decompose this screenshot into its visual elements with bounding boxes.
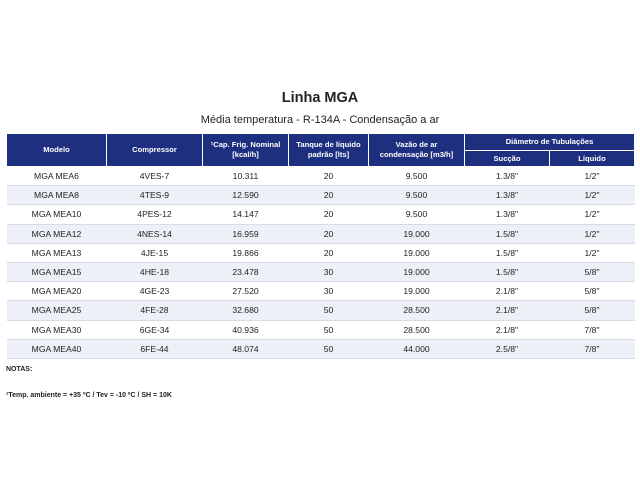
cell-compressor: 4TES-9	[107, 186, 203, 205]
cell-liquido: 5/8"	[550, 282, 635, 301]
cell-succao: 2.1/8"	[465, 282, 550, 301]
table-row	[7, 186, 635, 205]
cell-modelo: MGA MEA13	[7, 243, 107, 262]
cell-succao: 1.3/8"	[465, 167, 550, 186]
cell-tanque: 20	[289, 224, 369, 243]
cell-modelo: MGA MEA15	[7, 262, 107, 281]
cell-liquido: 1/2"	[550, 224, 635, 243]
notes-label: NOTAS:	[6, 366, 33, 373]
cell-liquido: 7/8"	[550, 339, 635, 358]
header-succao: Sucção	[465, 151, 550, 167]
cell-compressor: 6GE-34	[107, 320, 203, 339]
cell-liquido: 1/2"	[550, 167, 635, 186]
cell-compressor: 4VES-7	[107, 167, 203, 186]
cell-tanque: 50	[289, 320, 369, 339]
cell-vazao: 28.500	[369, 301, 465, 320]
page-title: Linha MGA	[281, 90, 359, 106]
cell-modelo: MGA MEA40	[7, 339, 107, 358]
cell-liquido: 1/2"	[550, 186, 635, 205]
page-subtitle: Média temperatura - R-134A - Condensação a ar	[200, 114, 440, 126]
cell-capacidade: 19.866	[203, 243, 289, 262]
header-liquido: Líquido	[550, 151, 635, 167]
cell-compressor: 4FE-28	[107, 301, 203, 320]
header-tanque: Tanque de líquido padrão [lts]	[289, 134, 369, 167]
cell-capacidade: 23.478	[203, 262, 289, 281]
cell-modelo: MGA MEA6	[7, 167, 107, 186]
table-row	[7, 282, 635, 301]
table-row	[7, 301, 635, 320]
specs-table	[6, 133, 635, 359]
cell-vazao: 19.000	[369, 224, 465, 243]
cell-capacidade: 32.680	[203, 301, 289, 320]
table-row	[7, 167, 635, 186]
footnote: ¹Temp. ambiente = +35 ºC / Tev = -10 ºC / SH = 10K	[6, 392, 172, 399]
cell-modelo: MGA MEA12	[7, 224, 107, 243]
table-row	[7, 224, 635, 243]
cell-compressor: 4JE-15	[107, 243, 203, 262]
cell-vazao: 9.500	[369, 186, 465, 205]
cell-tanque: 30	[289, 262, 369, 281]
cell-succao: 2.1/8"	[465, 301, 550, 320]
cell-liquido: 5/8"	[550, 301, 635, 320]
cell-vazao: 28.500	[369, 320, 465, 339]
cell-modelo: MGA MEA20	[7, 282, 107, 301]
cell-capacidade: 16.959	[203, 224, 289, 243]
cell-tanque: 20	[289, 205, 369, 224]
cell-succao: 2.5/8"	[465, 339, 550, 358]
cell-vazao: 19.000	[369, 243, 465, 262]
table-header	[7, 134, 635, 167]
cell-liquido: 5/8"	[550, 262, 635, 281]
cell-capacidade: 12.590	[203, 186, 289, 205]
cell-compressor: 4NES-14	[107, 224, 203, 243]
cell-modelo: MGA MEA8	[7, 186, 107, 205]
cell-capacidade: 27.520	[203, 282, 289, 301]
cell-modelo: MGA MEA30	[7, 320, 107, 339]
cell-modelo: MGA MEA25	[7, 301, 107, 320]
cell-succao: 2.1/8"	[465, 320, 550, 339]
cell-capacidade: 10.311	[203, 167, 289, 186]
cell-tanque: 20	[289, 243, 369, 262]
header-diametro: Diâmetro de Tubulações	[465, 134, 635, 151]
cell-vazao: 9.500	[369, 167, 465, 186]
header-vazao: Vazão de ar condensação [m3/h]	[369, 134, 465, 167]
cell-compressor: 4HE-18	[107, 262, 203, 281]
cell-vazao: 19.000	[369, 262, 465, 281]
cell-compressor: 4PES-12	[107, 205, 203, 224]
table-row	[7, 262, 635, 281]
table-body	[7, 167, 635, 359]
cell-tanque: 30	[289, 282, 369, 301]
cell-capacidade: 14.147	[203, 205, 289, 224]
cell-vazao: 9.500	[369, 205, 465, 224]
cell-tanque: 50	[289, 301, 369, 320]
cell-vazao: 44.000	[369, 339, 465, 358]
cell-tanque: 20	[289, 167, 369, 186]
cell-compressor: 4GE-23	[107, 282, 203, 301]
header-compressor: Compressor	[107, 134, 203, 167]
table-row	[7, 205, 635, 224]
header-modelo: Modelo	[7, 134, 107, 167]
header-capacidade: ¹Cap. Frig. Nominal [kcal/h]	[203, 134, 289, 167]
cell-succao: 1.5/8"	[465, 243, 550, 262]
cell-capacidade: 40.936	[203, 320, 289, 339]
cell-tanque: 50	[289, 339, 369, 358]
cell-succao: 1.3/8"	[465, 186, 550, 205]
cell-succao: 1.5/8"	[465, 262, 550, 281]
cell-liquido: 7/8"	[550, 320, 635, 339]
cell-succao: 1.5/8"	[465, 224, 550, 243]
cell-vazao: 19.000	[369, 282, 465, 301]
cell-succao: 1.3/8"	[465, 205, 550, 224]
cell-compressor: 6FE-44	[107, 339, 203, 358]
cell-modelo: MGA MEA10	[7, 205, 107, 224]
cell-liquido: 1/2"	[550, 243, 635, 262]
table-row	[7, 243, 635, 262]
table-row	[7, 320, 635, 339]
cell-tanque: 20	[289, 186, 369, 205]
table-row	[7, 339, 635, 358]
cell-capacidade: 48.074	[203, 339, 289, 358]
cell-liquido: 1/2"	[550, 205, 635, 224]
